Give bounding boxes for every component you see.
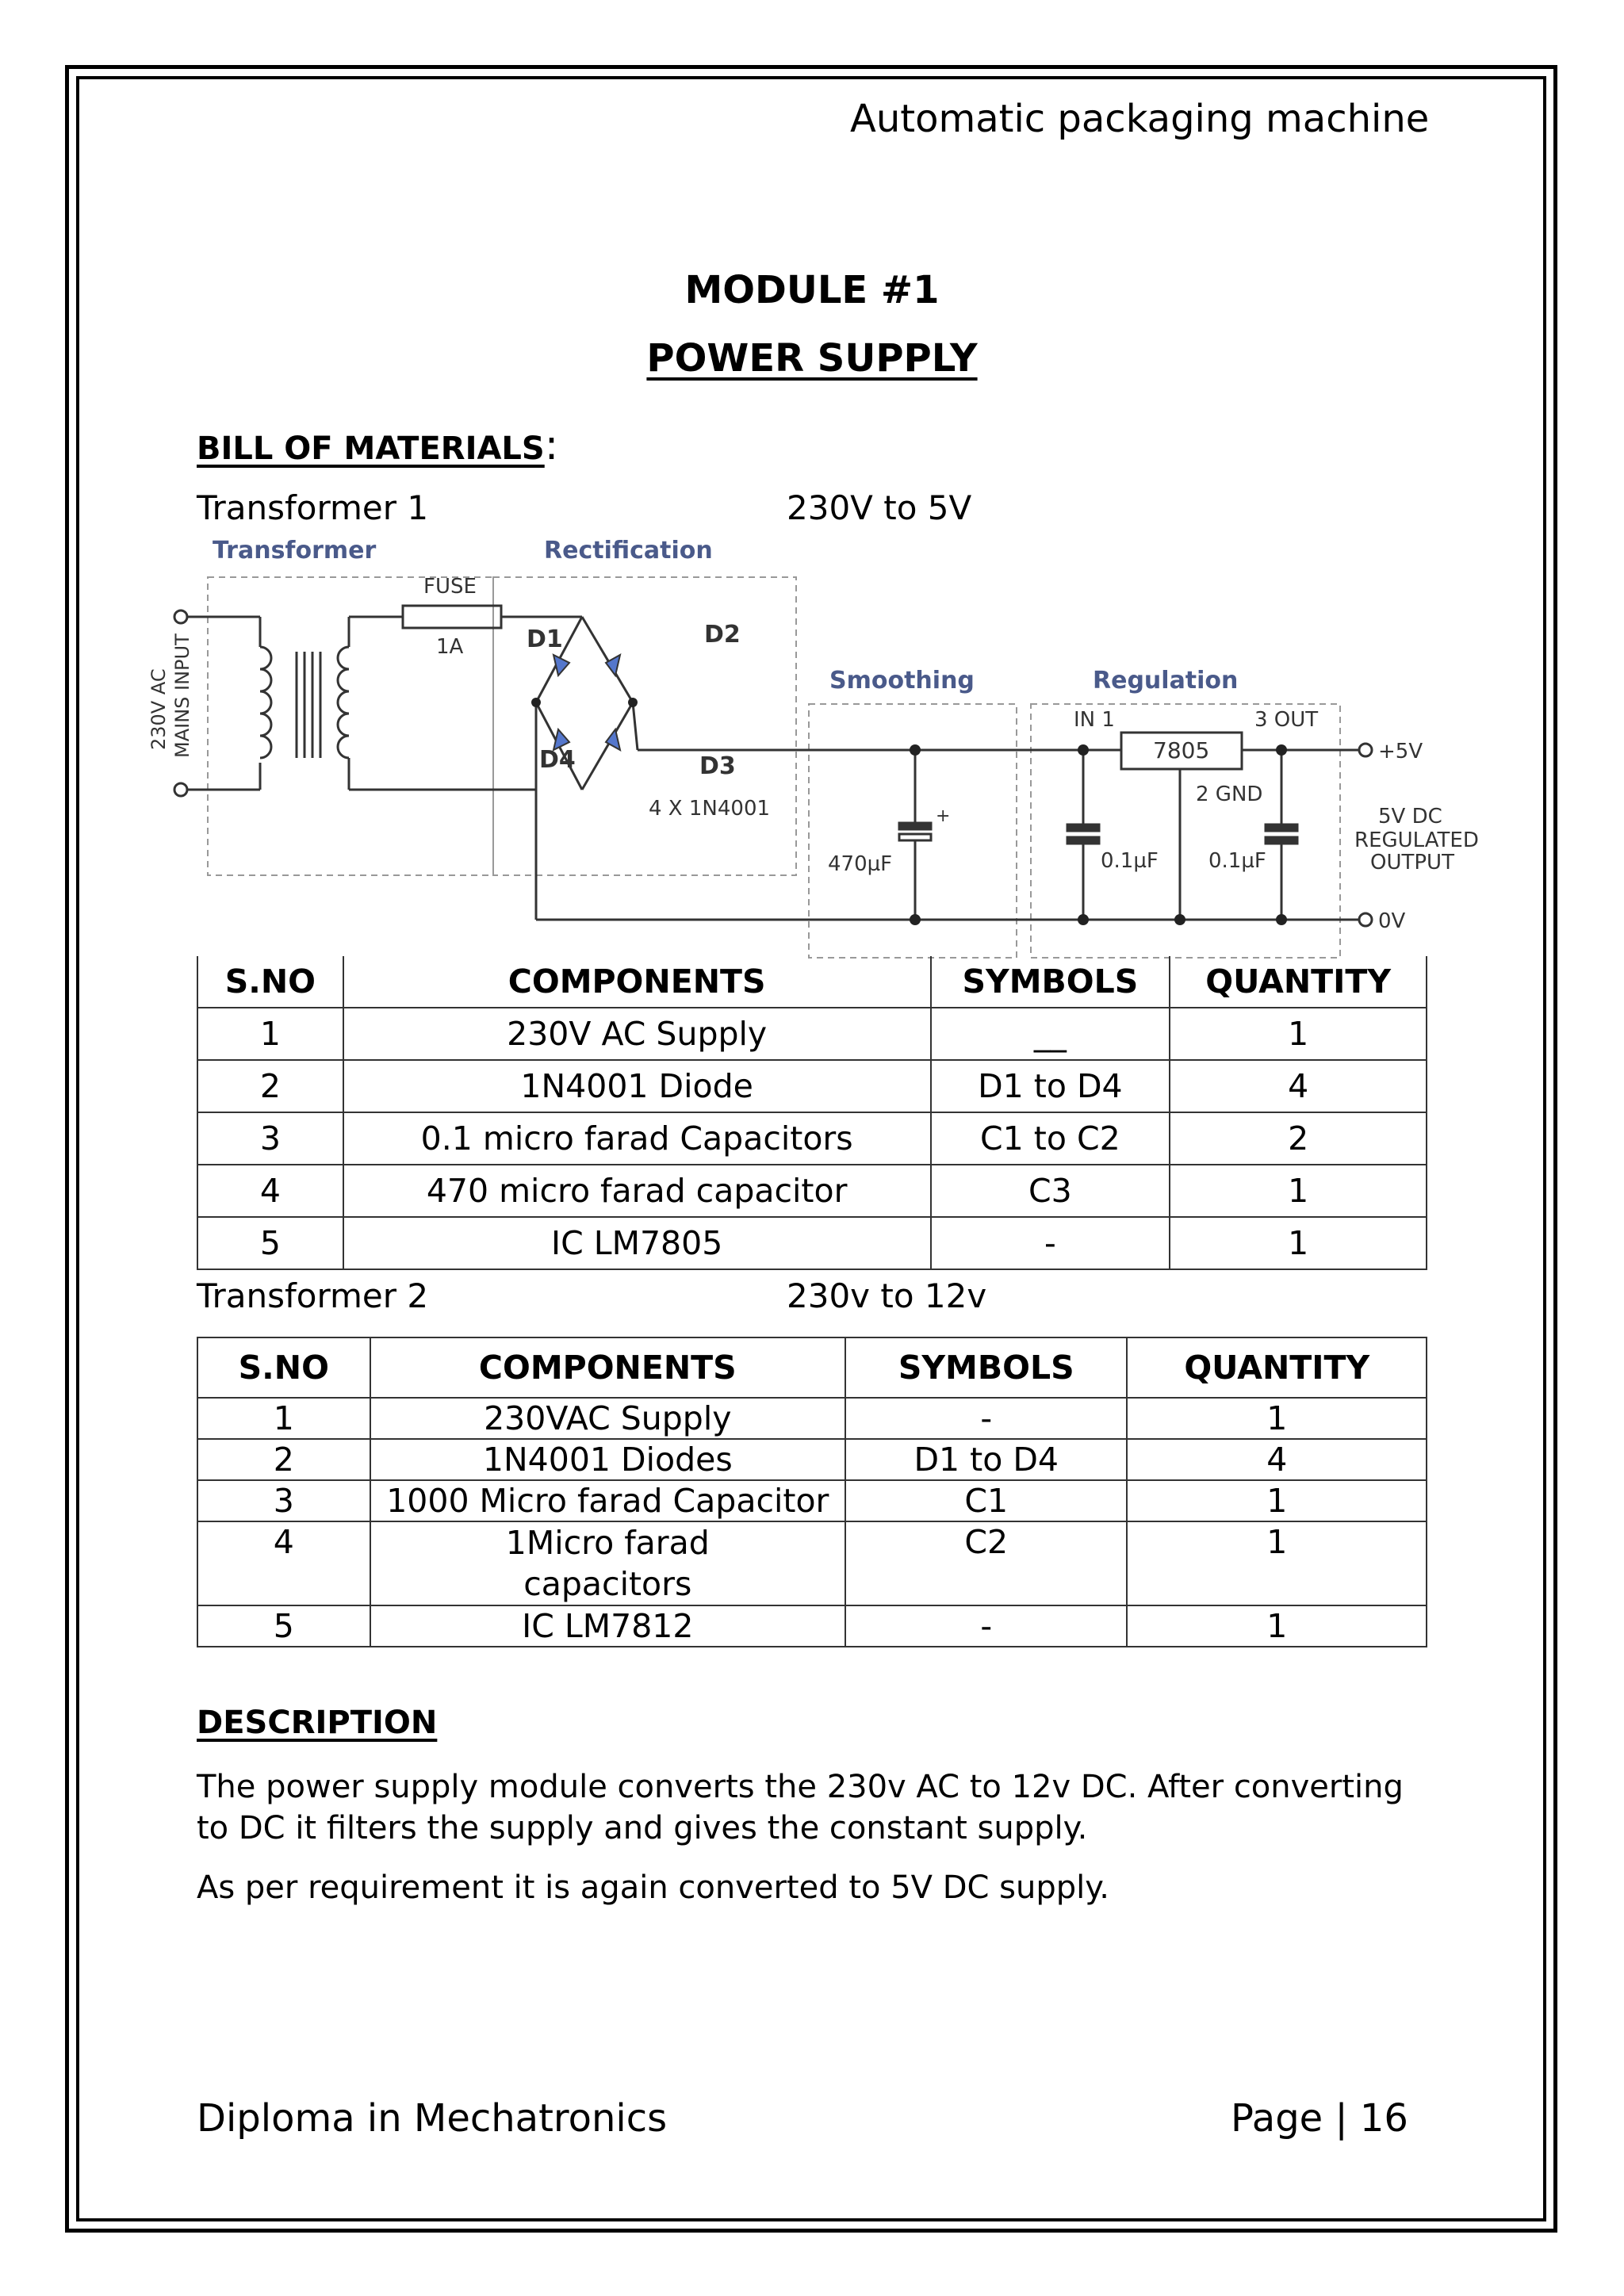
cell-quantity: 1 [1170,1008,1427,1060]
cell-symbol: - [931,1217,1170,1269]
cell-sno: 3 [197,1480,370,1521]
table-header-row [197,956,1427,1008]
module-number: MODULE #1 [684,268,940,312]
footer-page-number: Page | 16 [1231,2096,1408,2141]
label-rectification: Rectification [544,537,713,564]
pin-in-label: IN 1 [1074,708,1115,732]
cap-plus: + [936,806,951,826]
cell-symbol: D1 to D4 [931,1060,1170,1112]
header-symbols: SYMBOLS [931,956,1170,1008]
running-header: Automatic packaging machine [850,97,1430,141]
transformer1-label: Transformer 1 [197,488,429,527]
label-transformer: Transformer [213,537,377,564]
output-label-3: OUTPUT [1370,851,1454,874]
bom-table-transformer2 [197,1337,1427,1647]
table-row [197,1008,1427,1060]
regulator-label: 7805 [1153,737,1210,763]
output-positive-label: +5V [1378,740,1423,763]
output-cap-label: 0.1µF [1208,849,1266,873]
table-row [197,1480,1427,1521]
table-row [197,1521,1427,1605]
description-paragraph-2: As per requirement it is again converted to 5V DC supply. [197,1869,1109,1906]
pin-out-label: 3 OUT [1254,708,1319,732]
cell-component: IC LM7812 [370,1605,845,1647]
cell-component: 1Micro farad capacitors [370,1521,845,1605]
bom-label: BILL OF MATERIALS [197,430,545,467]
cell-quantity: 1 [1170,1217,1427,1269]
transformer2-rating: 230v to 12v [787,1276,987,1315]
table-row [197,1217,1427,1269]
bridge-label: 4 X 1N4001 [649,797,771,821]
module-title-text: POWER SUPPLY [646,336,978,381]
cell-quantity: 4 [1170,1060,1427,1112]
header-quantity: QUANTITY [1127,1337,1427,1398]
input-label-1: 230V AC [147,668,170,750]
header-components: COMPONENTS [370,1337,845,1398]
cell-sno: 5 [197,1217,343,1269]
cell-component: 230VAC Supply [370,1398,845,1439]
cell-quantity: 4 [1127,1439,1427,1480]
cell-symbol: C1 to C2 [931,1112,1170,1165]
description-paragraph-1: The power supply module converts the 230v AC to 12v DC. After converting to DC it filters the supply and gives the constant supply. [197,1769,1404,1846]
footer-course: Diploma in Mechatronics [197,2096,668,2141]
cell-component: 1N4001 Diodes [370,1439,845,1480]
cell-sno: 5 [197,1605,370,1647]
cell-quantity: 1 [1127,1605,1427,1647]
cell-quantity: 1 [1170,1165,1427,1217]
cell-sno: 1 [197,1008,343,1060]
bom-table-transformer1 [197,956,1427,1270]
cell-sno: 4 [197,1521,370,1605]
table-row [197,1605,1427,1647]
cell-symbol: - [845,1398,1128,1439]
cell-sno: 2 [197,1439,370,1480]
fuse-rating: 1A [436,635,464,659]
input-cap-label: 0.1µF [1101,849,1159,873]
module-title [0,336,1624,381]
table-row [197,1165,1427,1217]
cell-component: IC LM7805 [343,1217,931,1269]
output-label-2: REGULATED [1354,828,1479,852]
table-row [197,1439,1427,1480]
table-row [197,1060,1427,1112]
diode-d1-label: D1 [527,626,563,653]
header-quantity: QUANTITY [1170,956,1427,1008]
table-row [197,1398,1427,1439]
cell-sno: 2 [197,1060,343,1112]
cell-sno: 3 [197,1112,343,1165]
cell-quantity: 1 [1127,1398,1427,1439]
cell-quantity: 2 [1170,1112,1427,1165]
input-label-2: MAINS INPUT [171,633,193,758]
cell-quantity: 1 [1127,1521,1427,1605]
cell-component: 0.1 micro farad Capacitors [343,1112,931,1165]
table-row [197,1112,1427,1165]
cell-symbol: C2 [845,1521,1128,1605]
cell-quantity: 1 [1127,1480,1427,1521]
label-regulation: Regulation [1093,667,1239,695]
output-zero-label: 0V [1378,909,1406,933]
label-smoothing: Smoothing [829,667,975,695]
table-header-row [197,1337,1427,1398]
diode-d2-label: D2 [704,621,741,649]
cell-component: 470 micro farad capacitor [343,1165,931,1217]
cell-symbol: C1 [845,1480,1128,1521]
bom-colon: : [544,422,559,469]
diode-d4-label: D4 [539,746,576,774]
transformer1-rating: 230V to 5V [787,488,972,527]
output-label-1: 5V DC [1378,805,1442,828]
cell-symbol: __ [931,1008,1170,1060]
transformer-section-box [208,577,493,875]
cell-component: 230V AC Supply [343,1008,931,1060]
cell-component: 1N4001 Diode [343,1060,931,1112]
transformer2-label: Transformer 2 [197,1276,429,1315]
cell-symbol: - [845,1605,1128,1647]
bom-heading [197,422,558,469]
description-heading: DESCRIPTION [197,1705,438,1741]
diode-d3-label: D3 [699,752,736,780]
header-components: COMPONENTS [343,956,931,1008]
smoothing-cap-label: 470µF [828,852,893,876]
cell-sno: 1 [197,1398,370,1439]
rectification-section-box [493,577,796,875]
header-sno: S.NO [197,956,343,1008]
power-supply-circuit-diagram [141,536,1481,964]
header-symbols: SYMBOLS [845,1337,1128,1398]
fuse-label: FUSE [423,575,477,599]
cell-symbol: D1 to D4 [845,1439,1128,1480]
cell-component: 1000 Micro farad Capacitor [370,1480,845,1521]
cell-sno: 4 [197,1165,343,1217]
header-sno: S.NO [197,1337,370,1398]
pin-gnd-label: 2 GND [1196,783,1263,806]
cell-symbol: C3 [931,1165,1170,1217]
